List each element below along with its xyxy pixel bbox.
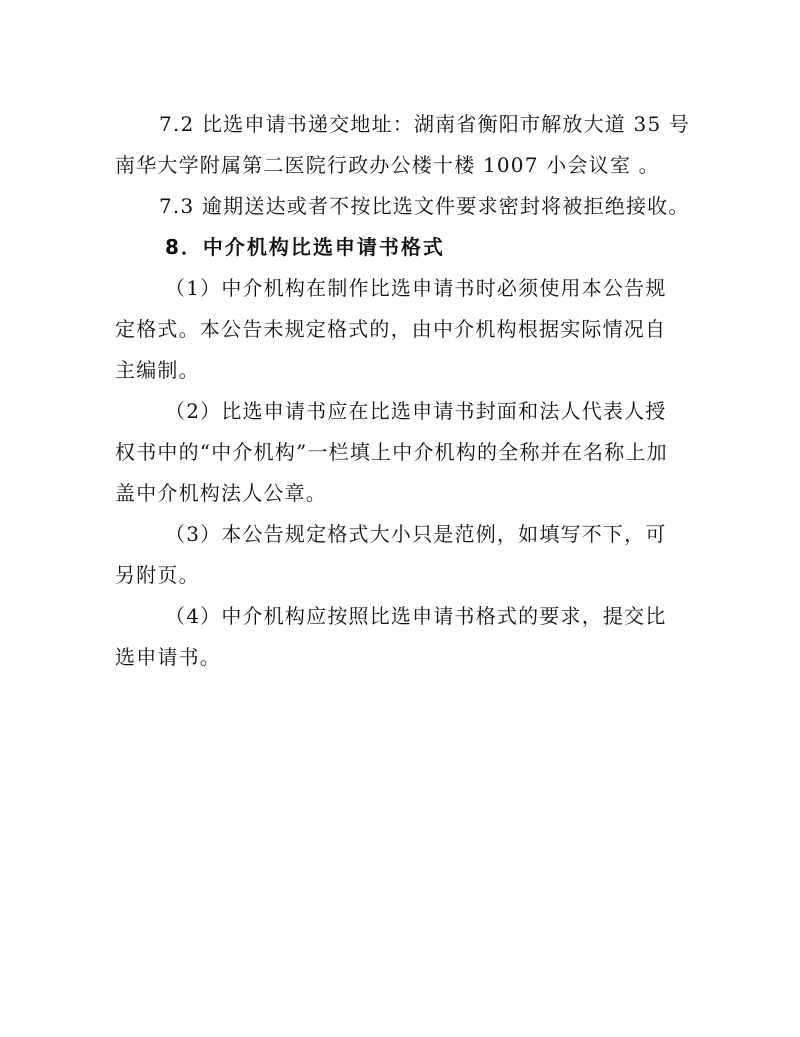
paragraph-2-line-2: 权书中的“中介机构”一栏填上中介机构的全称并在名称上加 bbox=[115, 440, 668, 464]
section-8-heading: 8．中介机构比选申请书格式 bbox=[165, 235, 445, 259]
paragraph-2-line-3: 盖中介机构法人公章。 bbox=[115, 481, 327, 505]
item-7-3: 7.3 逾期送达或者不按比选文件要求密封将被拒绝接收。 bbox=[159, 194, 690, 218]
document-page bbox=[115, 104, 691, 678]
paragraph-1-line-2: 定格式。本公告未规定格式的，由中介机构根据实际情况自 bbox=[115, 317, 667, 341]
paragraph-4-line-1: （4）中介机构应按照比选申请书格式的要求，提交比 bbox=[165, 604, 667, 628]
item-7-2-line-1: 7.2 比选申请书递交地址：湖南省衡阳市解放大道 35 号 bbox=[159, 112, 691, 136]
item-7-2-line-2: 南华大学附属第二医院行政办公楼十楼 1007 小会议室 。 bbox=[115, 153, 660, 177]
paragraph-1-line-1: （1）中介机构在制作比选申请书时必须使用本公告规 bbox=[165, 276, 667, 300]
paragraph-3-line-2: 另附页。 bbox=[115, 563, 200, 587]
paragraph-1-line-3: 主编制。 bbox=[115, 358, 200, 382]
paragraph-2-line-1: （2）比选申请书应在比选申请书封面和法人代表人授 bbox=[165, 399, 667, 423]
paragraph-4-line-2: 选申请书。 bbox=[115, 645, 221, 669]
paragraph-3-line-1: （3）本公告规定格式大小只是范例，如填写不下，可 bbox=[165, 522, 667, 546]
